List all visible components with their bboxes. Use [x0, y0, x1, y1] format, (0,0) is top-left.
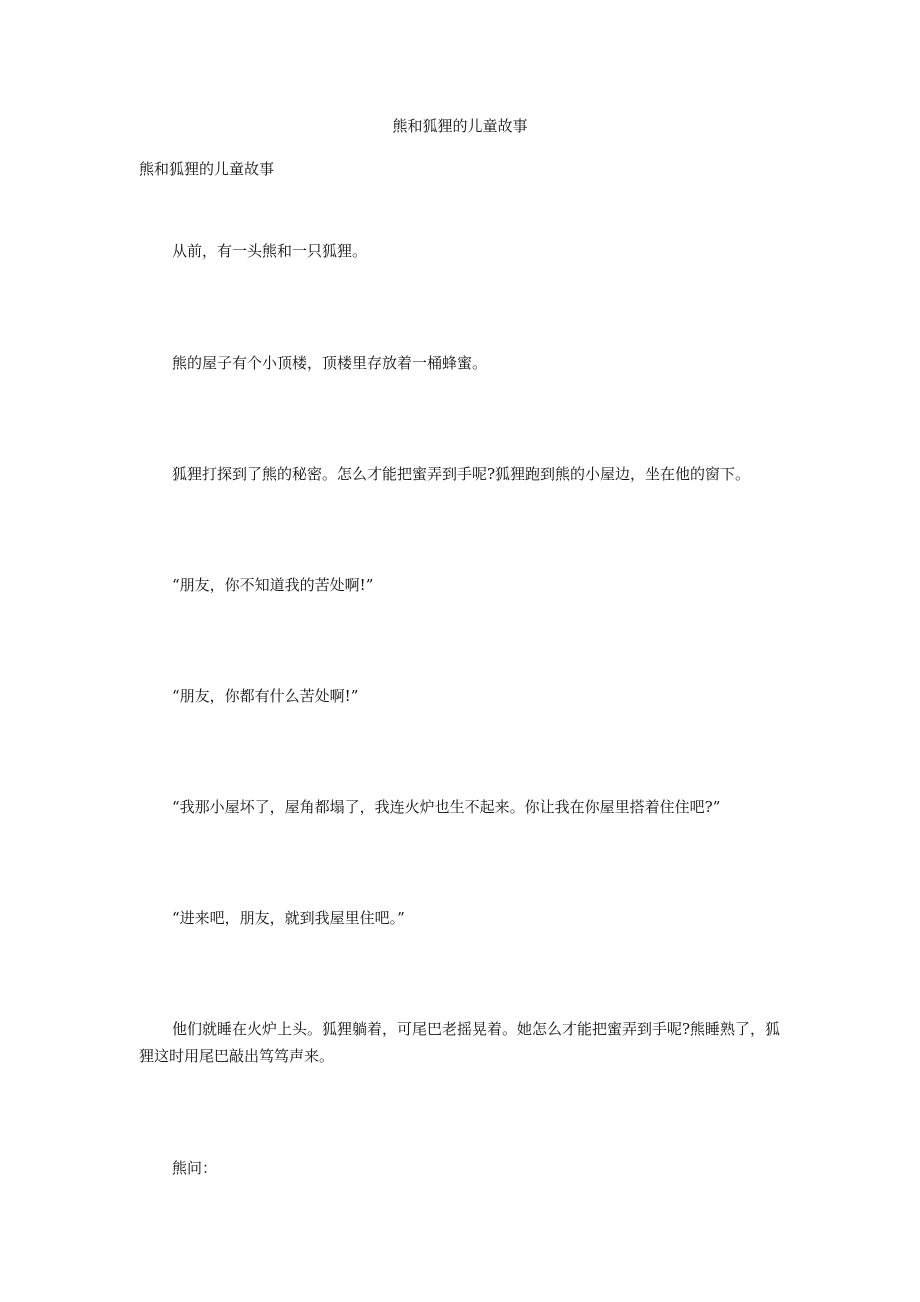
- paragraph-8: 他们就睡在火炉上头。狐狸躺着，可尾巴老摇晃着。她怎么才能把蜜弄到手呢?熊睡熟了，狐狸这时用尾巴敲出笃笃声来。: [139, 1020, 781, 1065]
- paragraph-2: 熊的屋子有个小顶楼，顶楼里存放着一桶蜂蜜。: [172, 354, 488, 372]
- paragraph-3: 狐狸打探到了熊的秘密。怎么才能把蜜弄到手呢?狐狸跑到熊的小屋边，坐在他的窗下。: [172, 465, 751, 483]
- paragraph-4: “朋友，你不知道我的苦处啊!”: [172, 576, 374, 594]
- page-title: 熊和狐狸的儿童故事: [392, 117, 528, 135]
- paragraph-1: 从前，有一头熊和一只狐狸。: [172, 242, 368, 260]
- paragraph-9: 熊问：: [172, 1159, 218, 1177]
- paragraph-6: “我那小屋坏了，屋角都塌了，我连火炉也生不起来。你让我在你屋里搭着住住吧?”: [172, 798, 721, 816]
- paragraph-5: “朋友，你都有什么苦处啊!”: [172, 687, 359, 705]
- document-subtitle: 熊和狐狸的儿童故事: [139, 160, 275, 178]
- paragraph-7: “进来吧，朋友，就到我屋里住吧。”: [172, 909, 405, 927]
